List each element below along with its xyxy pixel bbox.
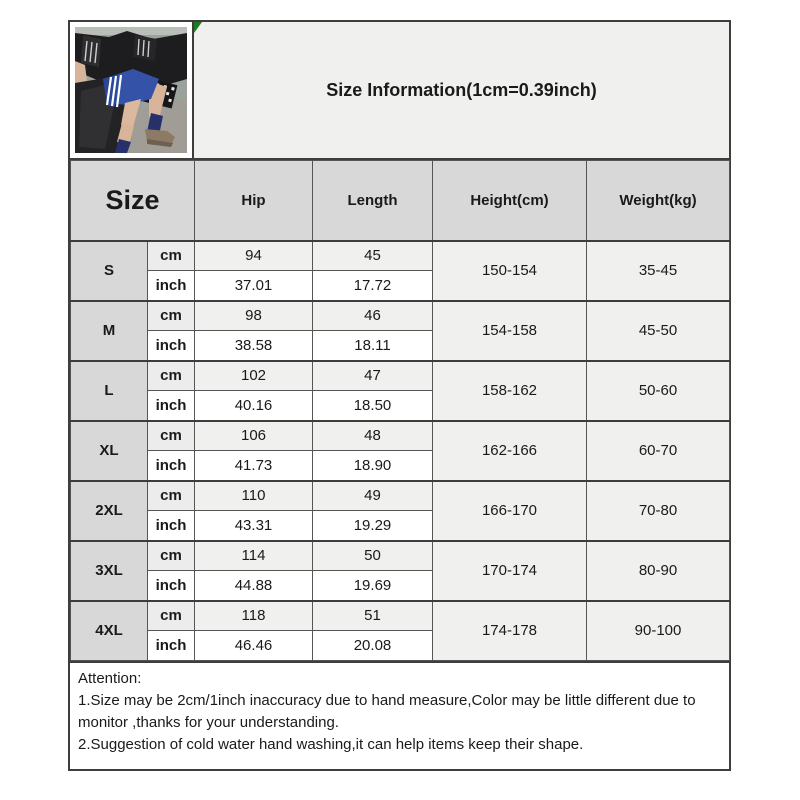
title-cell	[194, 22, 729, 158]
unit-inch-cell: inch	[148, 631, 195, 661]
unit-inch-cell: inch	[148, 571, 195, 601]
size-cell: M	[71, 301, 148, 361]
length-cm-cell: 50	[313, 541, 433, 571]
height-cell: 174-178	[433, 601, 587, 661]
hip-cm-cell: 102	[195, 361, 313, 391]
hip-inch-cell: 40.16	[195, 391, 313, 421]
table-header-row	[71, 161, 730, 241]
length-cm-cell: 51	[313, 601, 433, 631]
col-header-size: Size	[71, 161, 195, 241]
size-chart-sheet	[68, 20, 731, 771]
table-row	[71, 361, 730, 391]
hip-inch-cell: 37.01	[195, 271, 313, 301]
unit-cm-cell: cm	[148, 301, 195, 331]
hip-cm-cell: 94	[195, 241, 313, 271]
length-inch-cell: 19.29	[313, 511, 433, 541]
unit-cm-cell: cm	[148, 421, 195, 451]
weight-cell: 70-80	[587, 481, 730, 541]
attention-line: 2.Suggestion of cold water hand washing,it can help items keep their shape.	[78, 736, 584, 753]
height-cell: 158-162	[433, 361, 587, 421]
unit-inch-cell: inch	[148, 511, 195, 541]
table-row	[71, 241, 730, 271]
unit-inch-cell: inch	[148, 391, 195, 421]
size-cell: 4XL	[71, 601, 148, 661]
weight-cell: 60-70	[587, 421, 730, 481]
col-header-hip: Hip	[195, 161, 313, 241]
table-row	[71, 541, 730, 571]
col-header-weight: Weight(kg)	[587, 161, 730, 241]
product-photo	[75, 27, 187, 153]
hip-cm-cell: 106	[195, 421, 313, 451]
length-cm-cell: 48	[313, 421, 433, 451]
unit-inch-cell: inch	[148, 331, 195, 361]
page-title: Size Information(1cm=0.39inch)	[326, 79, 597, 100]
weight-cell: 50-60	[587, 361, 730, 421]
hip-cm-cell: 98	[195, 301, 313, 331]
size-cell: 2XL	[71, 481, 148, 541]
table-row	[71, 481, 730, 511]
height-cell: 170-174	[433, 541, 587, 601]
size-cell: 3XL	[71, 541, 148, 601]
hip-inch-cell: 38.58	[195, 331, 313, 361]
height-cell: 162-166	[433, 421, 587, 481]
unit-cm-cell: cm	[148, 541, 195, 571]
length-cm-cell: 49	[313, 481, 433, 511]
product-photo-cell	[70, 22, 194, 158]
unit-cm-cell: cm	[148, 361, 195, 391]
size-cell: L	[71, 361, 148, 421]
height-cell: 154-158	[433, 301, 587, 361]
length-inch-cell: 19.69	[313, 571, 433, 601]
weight-cell: 80-90	[587, 541, 730, 601]
length-inch-cell: 17.72	[313, 271, 433, 301]
cell-corner-flag-icon	[194, 22, 202, 33]
height-cell: 150-154	[433, 241, 587, 301]
top-row	[70, 22, 729, 160]
table-row	[71, 421, 730, 451]
table-row	[71, 301, 730, 331]
hip-inch-cell: 44.88	[195, 571, 313, 601]
length-inch-cell: 20.08	[313, 631, 433, 661]
size-table	[70, 160, 730, 661]
length-cm-cell: 47	[313, 361, 433, 391]
length-inch-cell: 18.90	[313, 451, 433, 481]
weight-cell: 90-100	[587, 601, 730, 661]
unit-cm-cell: cm	[148, 241, 195, 271]
weight-cell: 45-50	[587, 301, 730, 361]
size-cell: S	[71, 241, 148, 301]
length-inch-cell: 18.11	[313, 331, 433, 361]
attention-line: monitor ,thanks for your understanding.	[78, 714, 339, 731]
col-header-height: Height(cm)	[433, 161, 587, 241]
hip-cm-cell: 110	[195, 481, 313, 511]
hip-inch-cell: 41.73	[195, 451, 313, 481]
height-cell: 166-170	[433, 481, 587, 541]
hip-inch-cell: 46.46	[195, 631, 313, 661]
attention-note	[70, 661, 729, 769]
unit-inch-cell: inch	[148, 451, 195, 481]
col-header-length: Length	[313, 161, 433, 241]
unit-cm-cell: cm	[148, 601, 195, 631]
hip-cm-cell: 114	[195, 541, 313, 571]
attention-line: 1.Size may be 2cm/1inch inaccuracy due to hand measure,Color may be little different due to	[78, 692, 696, 709]
length-inch-cell: 18.50	[313, 391, 433, 421]
hip-inch-cell: 43.31	[195, 511, 313, 541]
size-cell: XL	[71, 421, 148, 481]
weight-cell: 35-45	[587, 241, 730, 301]
hip-cm-cell: 118	[195, 601, 313, 631]
length-cm-cell: 46	[313, 301, 433, 331]
length-cm-cell: 45	[313, 241, 433, 271]
unit-inch-cell: inch	[148, 271, 195, 301]
table-row	[71, 601, 730, 631]
attention-heading: Attention:	[78, 670, 142, 687]
unit-cm-cell: cm	[148, 481, 195, 511]
